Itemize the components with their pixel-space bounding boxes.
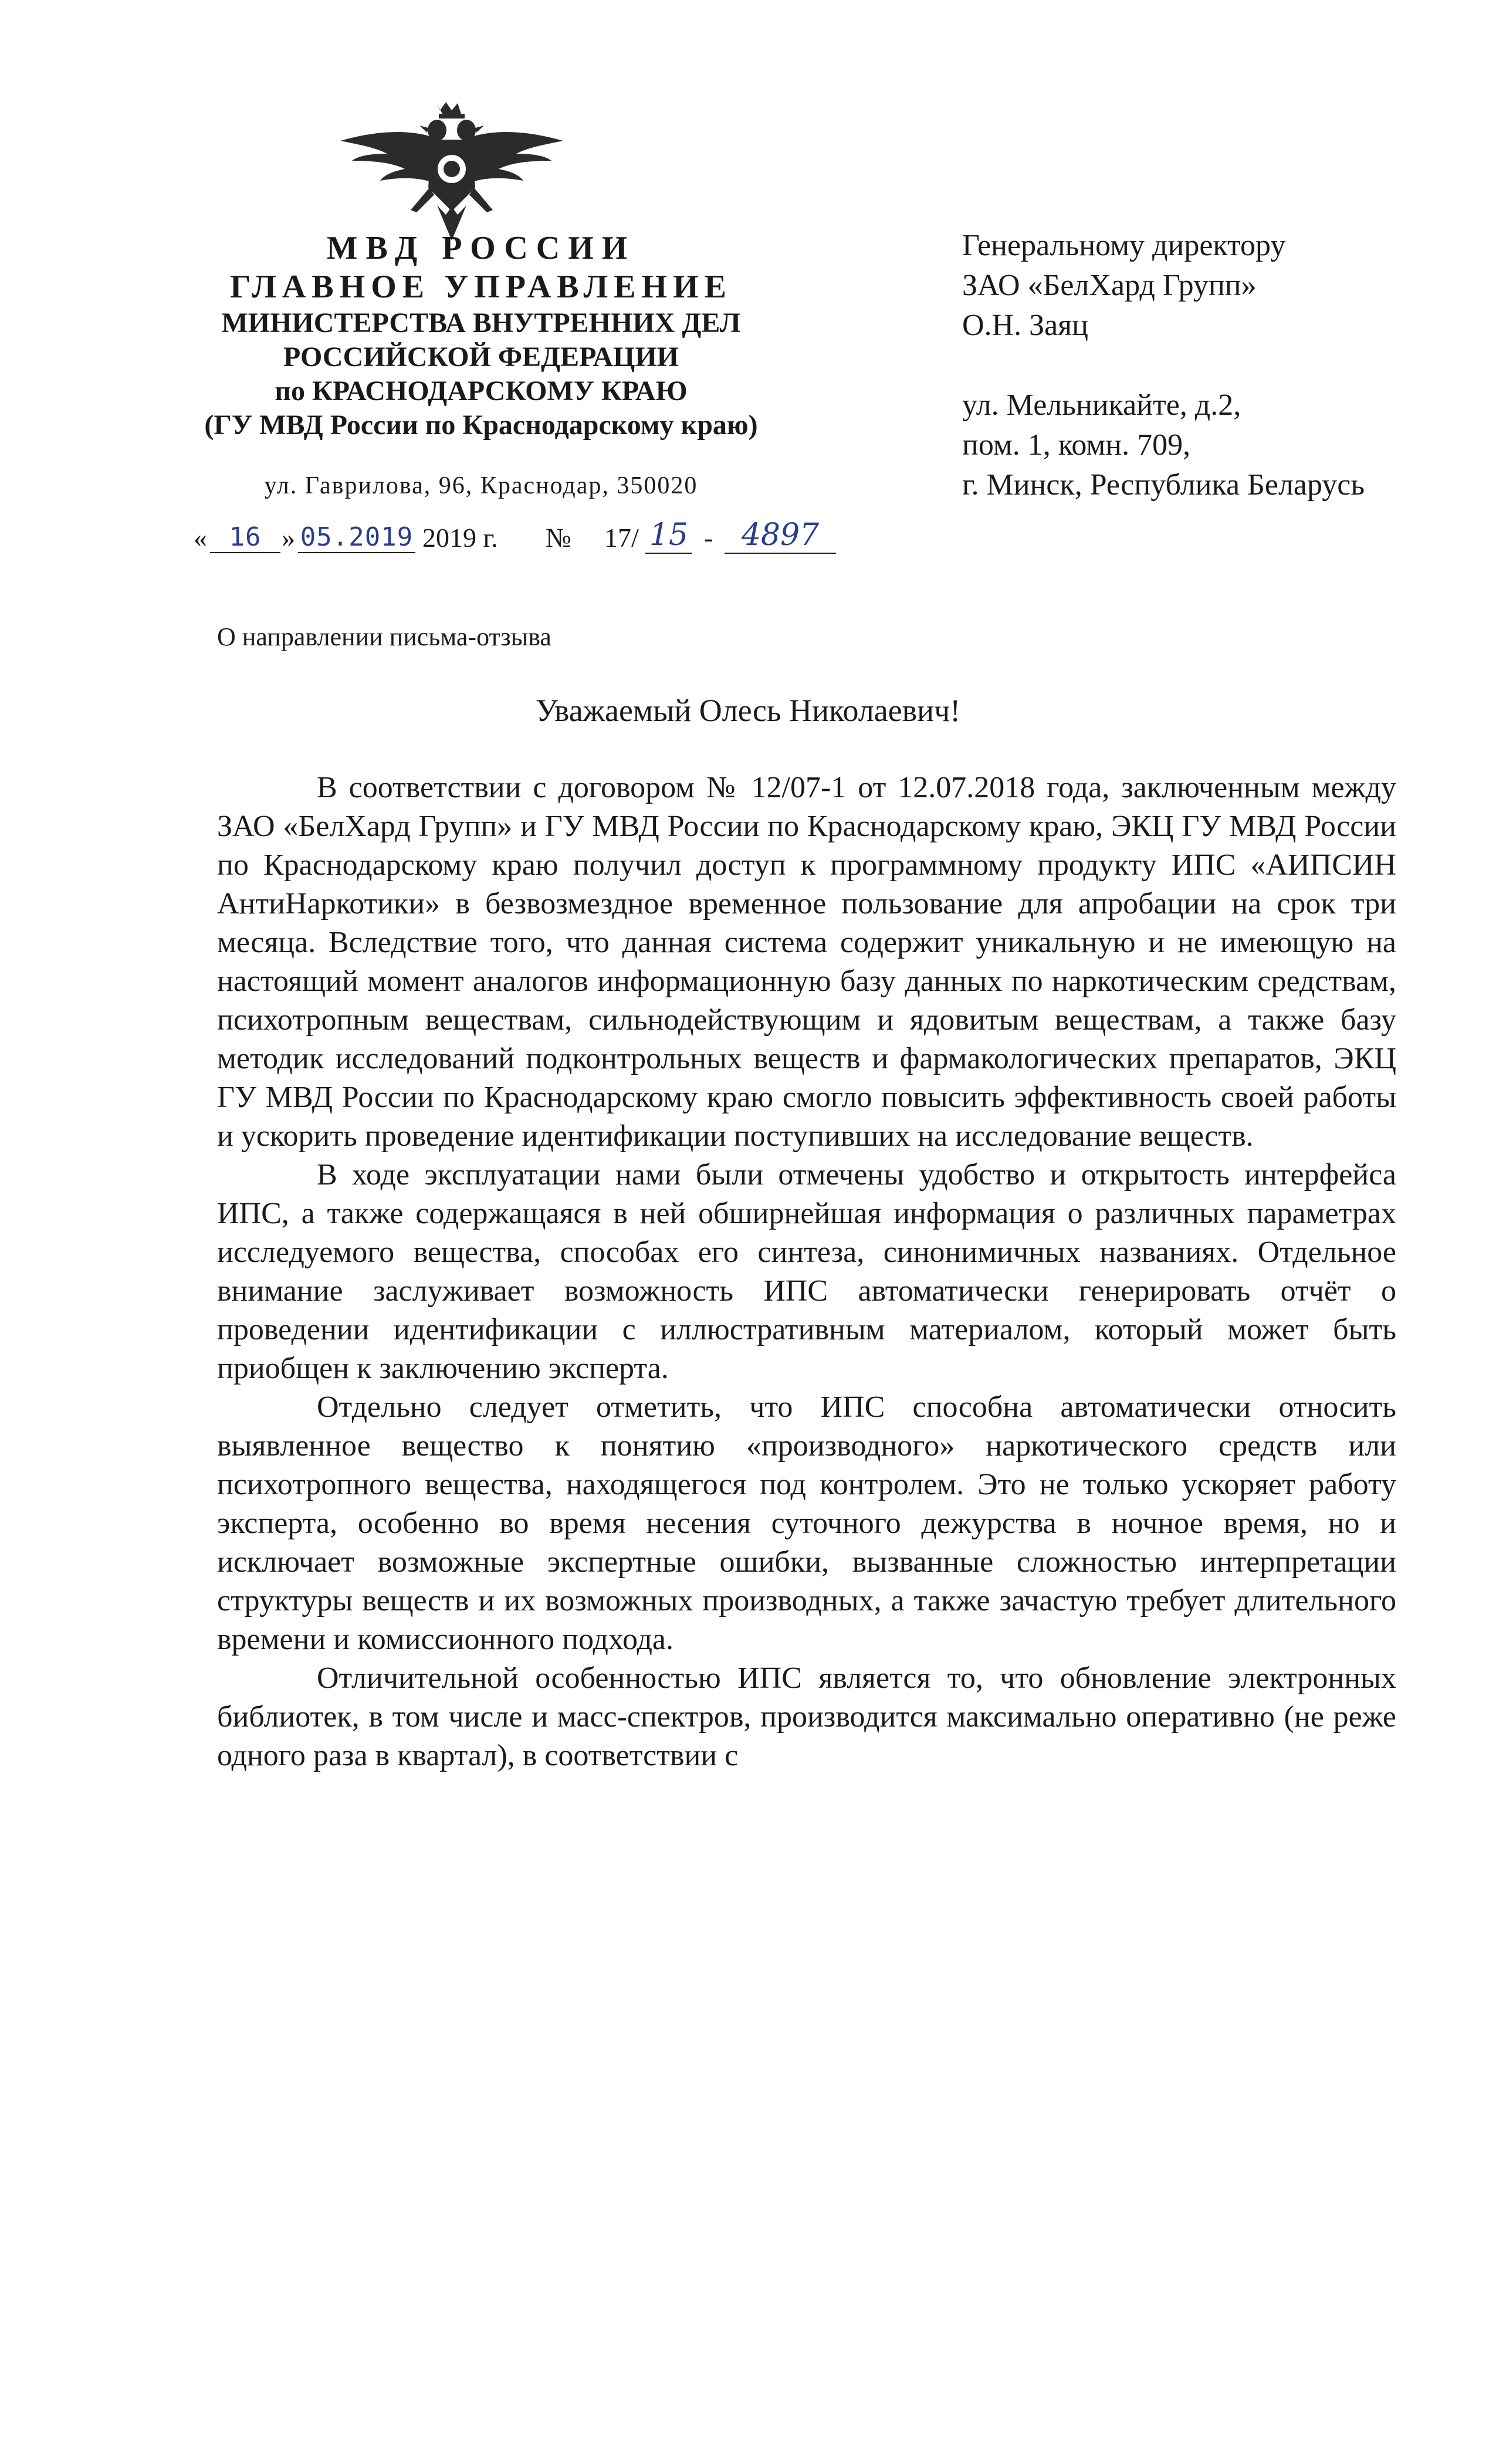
sender-letterhead [170, 229, 792, 500]
addressee-position: Генеральному директору [962, 229, 1286, 262]
number-prefix: 17/ [604, 523, 639, 553]
letterhead-line-ministry-full: МИНИСТЕРСТВА ВНУТРЕННИХ ДЕЛ [221, 307, 741, 339]
registration-day: 16 [210, 522, 280, 553]
number-part-1: 15 [645, 517, 692, 554]
double-headed-eagle-emblem [329, 100, 575, 246]
addressee-name: О.Н. Заяц [962, 309, 1088, 342]
date-open-quote: « [194, 523, 207, 553]
number-dash: - [704, 523, 713, 553]
body-paragraph-4: Отличительной особенностью ИПС является то, что обновление электронных библиотек, в том числе и масс-спектров, производится максимально оперативно (не реже одного раза в квартал), в соответствии с [217, 1661, 1396, 1772]
body-paragraph-2: В ходе эксплуатации нами были отмечены удобство и открытость интерфейса ИПС, а также содержащаяся в ней обширнейшая информация о различных параметрах исследуемого вещества, способах его синтеза, синонимичных названиях. Отдельное внимание заслуживает возможность ИПС автоматически генерировать отчёт о проведении идентификации с иллюстративным материалом, который может быть приобщен к заключению эксперта. [217, 1158, 1396, 1385]
addressee-city: г. Минск, Республика Беларусь [962, 468, 1365, 502]
salutation: Уважаемый Олесь Николаевич! [535, 693, 961, 728]
date-close-quote: » [282, 523, 295, 553]
letterhead-line-ministry: МВД РОССИИ [326, 230, 636, 266]
addressee-street: ул. Мельникайте, д.2, [962, 388, 1241, 422]
addressee-office: пом. 1, комн. 709, [962, 428, 1191, 462]
body-paragraph-3: Отдельно следует отметить, что ИПС способна автоматически относить выявленное вещество к понятию «производного» наркотического средств или психотропного вещества, находящегося под контролем. Это не только ускоряет работу эксперта, особенно во время несения суточного дежурства в ночное время, но и исключает возможные экспертные ошибки, вызванные сложностью интерпретации структуры веществ и их возможных производных, а также зачастую требует длительного времени и комиссионного подхода. [217, 1390, 1396, 1656]
letter-body [217, 769, 1396, 1775]
body-paragraph-1: В соответствии с договором № 12/07-1 от 12.07.2018 года, заключенным между ЗАО «БелХард Групп» и ГУ МВД России по Краснодарскому краю, ЭКЦ ГУ МВД России по Краснодарскому краю получил доступ к программному продукту ИПС «АИПСИН АнтиНаркотики» в безвозмездное временное пользование для апробации на срок три месяца. Вследствие того, что данная система содержит уникальную и не имеющую на настоящий момент аналогов информационную базу данных по наркотическим средствам, психотропным веществам, сильнодействующим и ядовитым веществам, а также базу методик исследований подконтрольных веществ и фармакологических препаратов, ЭКЦ ГУ МВД России по Краснодарскому краю смогло повысить эффективность своей работы и ускорить проведение идентификации поступивших на исследование веществ. [217, 771, 1396, 1153]
addressee-company: ЗАО «БелХард Групп» [962, 269, 1257, 302]
sender-address: ул. Гаврилова, 96, Краснодар, 350020 [264, 472, 698, 499]
letterhead-line-federation: РОССИЙСКОЙ ФЕДЕРАЦИИ [283, 341, 679, 373]
registration-month: 05.2019 [298, 522, 415, 553]
registration-line [194, 517, 851, 563]
letterhead-line-abbreviation: (ГУ МВД России по Краснодарскому краю) [204, 409, 758, 441]
addressee-block [962, 226, 1461, 505]
letterhead-line-region: по КРАСНОДАРСКОМУ КРАЮ [275, 375, 688, 407]
registration-year: 2019 г. [422, 523, 498, 553]
letter-subject: О направлении письма-отзыва [217, 622, 551, 651]
number-sign: № [546, 523, 571, 553]
letterhead-line-main-directorate: ГЛАВНОЕ УПРАВЛЕНИЕ [229, 269, 733, 305]
number-part-2: 4897 [725, 517, 836, 554]
